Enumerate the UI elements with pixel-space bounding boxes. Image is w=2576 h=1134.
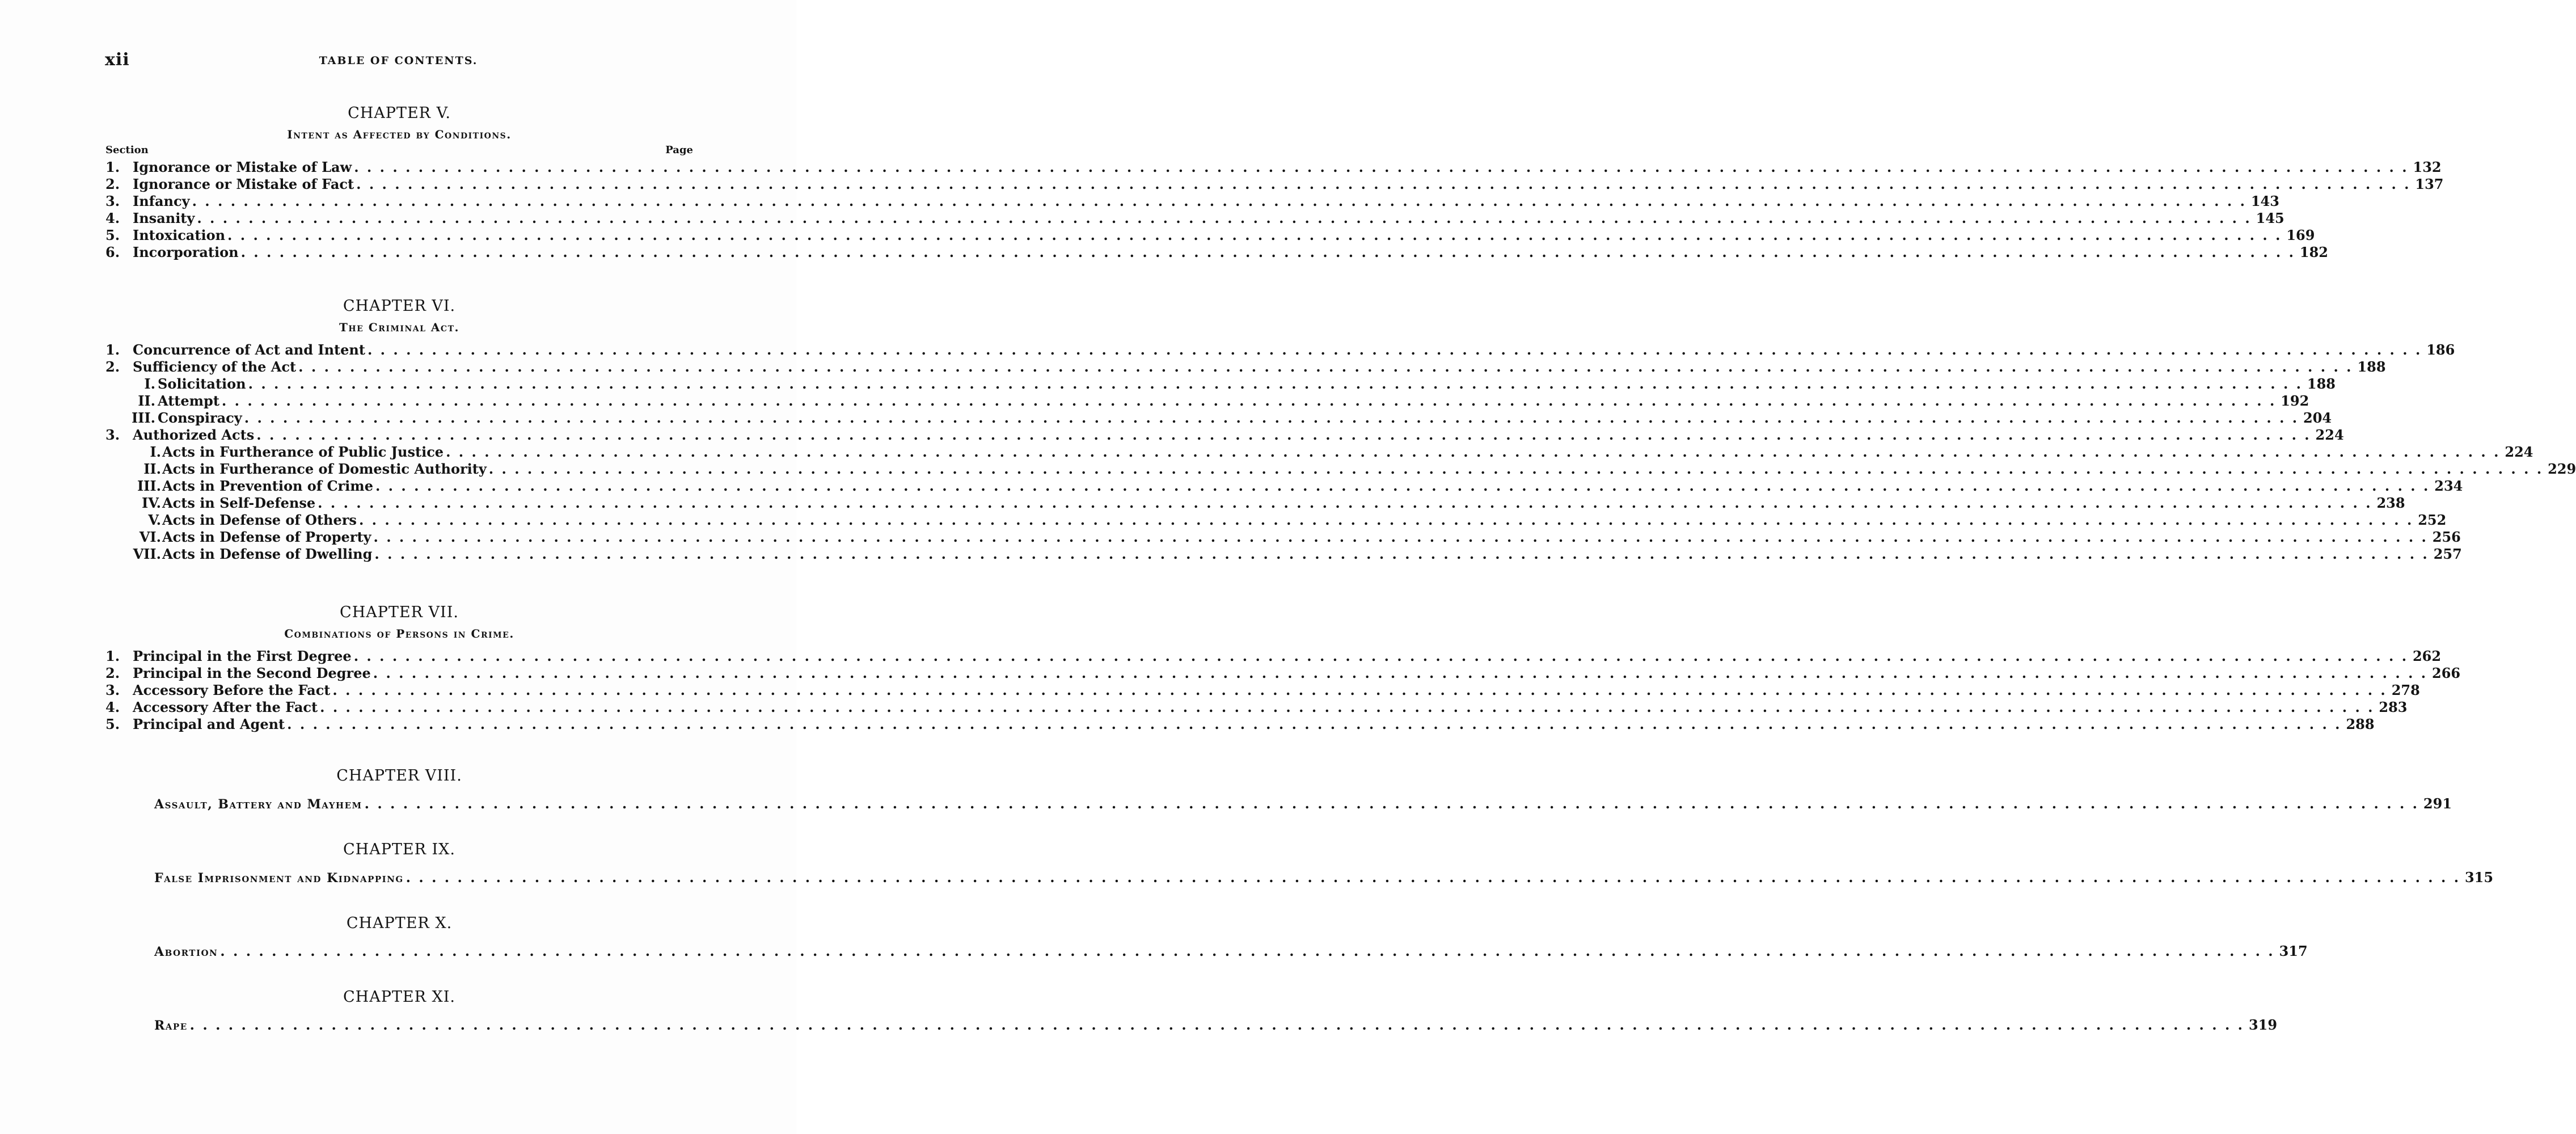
entry-title: Sufficiency of the Act bbox=[133, 359, 297, 375]
toc-entry[interactable] bbox=[105, 410, 2332, 427]
dot-leader bbox=[365, 795, 2419, 812]
toc-entry[interactable] bbox=[105, 359, 2386, 376]
chapter-subtitle: Combinations of Persons in Crime. bbox=[284, 627, 514, 640]
dot-leader bbox=[190, 1017, 2244, 1034]
dot-leader bbox=[374, 546, 2429, 563]
section-number: 5. bbox=[105, 716, 120, 732]
toc-entry[interactable] bbox=[105, 699, 2408, 716]
toc-entry[interactable] bbox=[105, 427, 2344, 444]
toc-entry[interactable] bbox=[105, 529, 2461, 546]
section-number: III. bbox=[131, 410, 155, 426]
section-number: I. bbox=[144, 376, 155, 392]
entry-title: Acts in Self-Defense bbox=[162, 495, 316, 511]
chapter-title: CHAPTER VI. bbox=[343, 297, 456, 315]
page-number: 315 bbox=[2464, 869, 2494, 886]
entry-title: Insanity bbox=[133, 210, 195, 226]
toc-entry[interactable] bbox=[105, 444, 2533, 461]
toc-entry[interactable] bbox=[105, 795, 2452, 812]
page-number: 204 bbox=[2303, 410, 2332, 426]
page-number: 186 bbox=[2426, 342, 2455, 358]
section-number: IV. bbox=[141, 495, 161, 511]
page-number: 257 bbox=[2433, 546, 2462, 562]
dot-leader bbox=[287, 716, 2341, 733]
section-number: 2. bbox=[105, 176, 120, 192]
chapter-block bbox=[105, 838, 2494, 886]
section-number: VII. bbox=[133, 546, 161, 562]
dot-leader bbox=[244, 410, 2299, 427]
entry-title: Intoxication bbox=[133, 227, 226, 243]
entry-title: Principal in the Second Degree bbox=[133, 665, 371, 681]
section-number: 2. bbox=[105, 665, 120, 681]
toc-entry[interactable] bbox=[105, 193, 2279, 210]
section-number: 4. bbox=[105, 699, 120, 715]
entry-title: Acts in Prevention of Crime bbox=[162, 478, 373, 494]
entry-title: Attempt bbox=[158, 393, 219, 409]
section-number: VI. bbox=[139, 529, 161, 545]
dot-leader bbox=[298, 359, 2353, 376]
toc-entry[interactable] bbox=[105, 512, 2447, 529]
toc-entry[interactable] bbox=[105, 227, 2315, 244]
chapter-subtitle: Intent as Affected by Conditions. bbox=[287, 128, 512, 141]
chapter-title: CHAPTER XI. bbox=[343, 988, 455, 1006]
dot-leader bbox=[332, 682, 2387, 699]
entry-title: Abortion bbox=[154, 945, 218, 959]
dot-leader bbox=[318, 495, 2372, 512]
section-number: 1. bbox=[105, 648, 120, 664]
page-folio: xii bbox=[105, 50, 130, 70]
page-number: 238 bbox=[2376, 495, 2405, 511]
entry-title: Rape bbox=[154, 1018, 188, 1033]
toc-entry[interactable] bbox=[105, 393, 2309, 410]
dot-leader bbox=[227, 227, 2282, 244]
chapter-block bbox=[105, 912, 2308, 960]
entry-title: Principal in the First Degree bbox=[133, 648, 352, 664]
section-number: 1. bbox=[105, 159, 120, 175]
page-number: 256 bbox=[2432, 529, 2461, 545]
entry-title: Principal and Agent bbox=[133, 716, 285, 732]
page-number: 291 bbox=[2423, 795, 2452, 812]
page-number: 278 bbox=[2391, 682, 2420, 698]
chapter-title: CHAPTER VIII. bbox=[336, 767, 462, 785]
section-column-header: Section bbox=[105, 144, 149, 156]
dot-leader bbox=[375, 478, 2430, 495]
entry-title: Acts in Defense of Property bbox=[162, 529, 371, 545]
page-number: 229 bbox=[2548, 461, 2576, 477]
dot-leader bbox=[256, 427, 2311, 444]
dot-leader bbox=[248, 376, 2303, 393]
dot-leader bbox=[192, 193, 2246, 210]
toc-entry[interactable] bbox=[105, 461, 2576, 478]
entry-title: Acts in Furtherance of Domestic Authority bbox=[162, 461, 487, 477]
chapter-block bbox=[105, 102, 2444, 261]
dot-leader bbox=[373, 529, 2427, 546]
toc-entry[interactable] bbox=[105, 210, 2284, 227]
chapter-block bbox=[105, 295, 2576, 563]
section-number: 3. bbox=[105, 682, 120, 698]
entry-title: Accessory After the Fact bbox=[133, 699, 318, 715]
page-column-header: Page bbox=[665, 144, 693, 156]
dot-leader bbox=[320, 699, 2374, 716]
section-number: 4. bbox=[105, 210, 120, 226]
entry-title: False Imprisonment and Kidnapping bbox=[154, 871, 404, 886]
page-number: 132 bbox=[2413, 159, 2442, 175]
dot-leader bbox=[368, 342, 2422, 359]
entry-title: Accessory Before the Fact bbox=[133, 682, 331, 698]
page-number: 224 bbox=[2315, 427, 2344, 443]
page-number: 288 bbox=[2346, 716, 2375, 732]
section-number: II. bbox=[143, 461, 161, 477]
page-number: 192 bbox=[2281, 393, 2309, 409]
entry-title: Ignorance or Mistake of Fact bbox=[133, 176, 354, 192]
section-number: I. bbox=[150, 444, 161, 460]
page-number: 283 bbox=[2379, 699, 2408, 715]
toc-entry[interactable] bbox=[105, 869, 2494, 886]
entry-title: Authorized Acts bbox=[133, 427, 255, 443]
page-number: 262 bbox=[2412, 648, 2442, 664]
page-number: 169 bbox=[2286, 227, 2315, 243]
dot-leader bbox=[406, 869, 2460, 886]
chapter-title: CHAPTER IX. bbox=[343, 841, 455, 858]
dot-leader bbox=[197, 210, 2251, 227]
page-number: 188 bbox=[2307, 376, 2336, 392]
section-number: 1. bbox=[105, 342, 120, 358]
dot-leader bbox=[446, 444, 2500, 461]
section-number: V. bbox=[148, 512, 161, 528]
section-number: III. bbox=[137, 478, 161, 494]
page-number: 188 bbox=[2357, 359, 2386, 375]
page-number: 145 bbox=[2256, 210, 2284, 226]
chapter-block bbox=[105, 986, 2278, 1034]
section-number: 5. bbox=[105, 227, 120, 243]
page-number: 143 bbox=[2250, 193, 2279, 209]
entry-title: Ignorance or Mistake of Law bbox=[133, 159, 352, 175]
chapter-block bbox=[105, 765, 2452, 812]
dot-leader bbox=[220, 943, 2274, 960]
page-number: 224 bbox=[2505, 444, 2533, 460]
page-number: 234 bbox=[2434, 478, 2463, 494]
entry-title: Acts in Furtherance of Public Justice bbox=[162, 444, 444, 460]
entry-title: Infancy bbox=[133, 193, 190, 209]
entry-title: Conspiracy bbox=[158, 410, 242, 426]
toc-entry[interactable] bbox=[105, 342, 2455, 359]
running-head bbox=[105, 50, 692, 70]
section-number: 3. bbox=[105, 427, 120, 443]
dot-leader bbox=[359, 512, 2413, 529]
toc-entry[interactable] bbox=[105, 665, 2461, 682]
dot-leader bbox=[241, 244, 2295, 261]
toc-entry[interactable] bbox=[105, 716, 2375, 733]
page-number: 137 bbox=[2415, 176, 2444, 192]
page-number: 252 bbox=[2418, 512, 2447, 528]
dot-leader bbox=[354, 648, 2408, 665]
page-number: 319 bbox=[2248, 1017, 2278, 1033]
dot-leader bbox=[222, 393, 2276, 410]
entry-title: Concurrence of Act and Intent bbox=[133, 342, 365, 358]
section-number: 2. bbox=[105, 359, 120, 375]
section-number: 6. bbox=[105, 244, 120, 260]
toc-entry[interactable] bbox=[105, 478, 2463, 495]
entry-title: Acts in Defense of Others bbox=[162, 512, 357, 528]
chapter-title: CHAPTER X. bbox=[346, 914, 453, 932]
chapter-block bbox=[105, 601, 2461, 733]
toc-entry[interactable] bbox=[105, 495, 2405, 512]
dot-leader bbox=[356, 176, 2410, 193]
toc-entry[interactable] bbox=[105, 1017, 2278, 1034]
entry-title: Solicitation bbox=[158, 376, 246, 392]
toc-entry[interactable] bbox=[105, 648, 2442, 665]
dot-leader bbox=[354, 159, 2408, 176]
toc-entry[interactable] bbox=[105, 244, 2328, 261]
entry-title: Acts in Defense of Dwelling bbox=[162, 546, 373, 562]
toc-entry[interactable] bbox=[105, 682, 2420, 699]
page-number: 317 bbox=[2279, 943, 2308, 959]
chapter-title: CHAPTER VII. bbox=[340, 604, 459, 621]
page-header-title: TABLE OF CONTENTS. bbox=[319, 54, 478, 67]
chapter-title: CHAPTER V. bbox=[348, 104, 451, 122]
toc-entry[interactable] bbox=[105, 176, 2444, 193]
dot-leader bbox=[489, 461, 2543, 478]
page-number: 182 bbox=[2299, 244, 2328, 260]
dot-leader bbox=[373, 665, 2427, 682]
toc-entry[interactable] bbox=[105, 159, 2442, 176]
toc-entry[interactable] bbox=[105, 943, 2308, 960]
page-number: 266 bbox=[2432, 665, 2461, 681]
toc-entry[interactable] bbox=[105, 376, 2336, 393]
chapter-subtitle: The Criminal Act. bbox=[339, 321, 459, 334]
section-number: II. bbox=[138, 393, 155, 409]
section-number: 3. bbox=[105, 193, 120, 209]
column-headers bbox=[105, 144, 693, 159]
entry-title: Assault, Battery and Mayhem bbox=[154, 797, 362, 812]
toc-entry[interactable] bbox=[105, 546, 2462, 563]
entry-title: Incorporation bbox=[133, 244, 239, 260]
